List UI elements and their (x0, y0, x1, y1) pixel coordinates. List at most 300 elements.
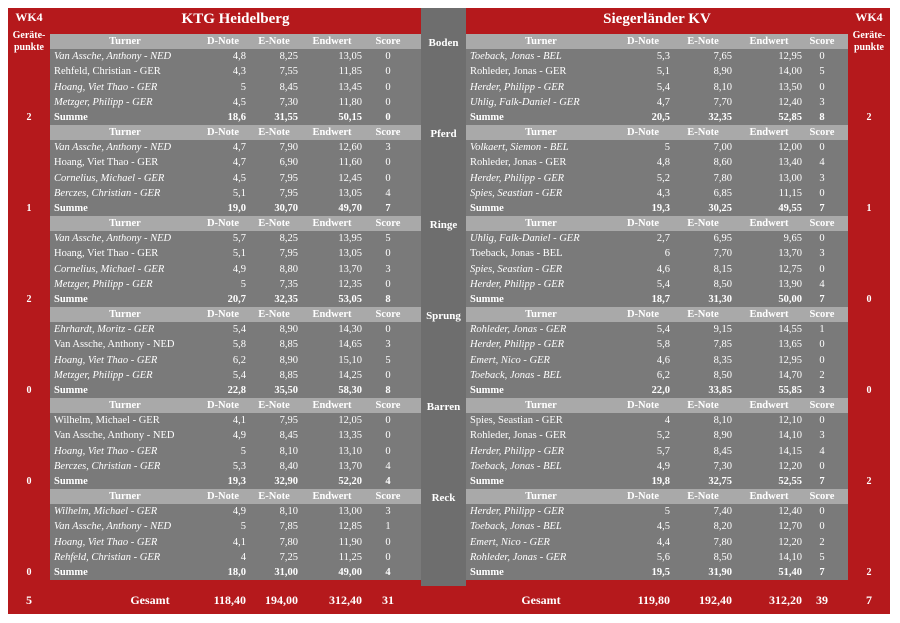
d-note: 6,2 (232, 354, 246, 366)
e-note: 6,90 (279, 157, 298, 169)
column-header: E-Note (258, 36, 290, 47)
e-note: 8,90 (279, 354, 298, 366)
gymnast-name: Rohleder, Jonas - GER (470, 66, 567, 78)
gymnast-name: Cornelius, Michael - GER (54, 263, 165, 275)
endwert: 15,10 (338, 354, 362, 366)
score: 5 (385, 354, 391, 366)
d-note: 4,7 (656, 96, 670, 108)
score: 0 (385, 157, 391, 169)
score: 0 (819, 506, 825, 518)
d-note: 4,5 (232, 172, 246, 184)
sum-row (50, 565, 421, 580)
sum-label: Summe (470, 294, 504, 305)
endwert: 13,00 (778, 172, 802, 184)
score: 0 (819, 263, 825, 275)
table-header-row (466, 34, 848, 49)
score: 1 (819, 324, 825, 336)
total-b-e: 192,40 (699, 593, 732, 607)
gymnast-name: Rehfeld, Christian - GER (54, 551, 161, 563)
table-header-row (50, 398, 421, 413)
score: 3 (819, 96, 825, 108)
sum-row (50, 110, 421, 125)
column-header: Score (809, 309, 835, 320)
score: 4 (819, 157, 825, 169)
total-label-b: Gesamt (521, 593, 561, 607)
score: 0 (819, 142, 825, 154)
gymnast-row (466, 246, 848, 261)
column-header: Score (375, 309, 401, 320)
e-note: 7,80 (713, 172, 732, 184)
e-note: 8,15 (713, 263, 732, 275)
gymnast-name: Metzger, Philipp - GER (54, 96, 153, 108)
column-header: D-Note (206, 400, 240, 411)
score: 3 (385, 142, 391, 154)
team-b-table (466, 125, 848, 216)
gymnast-row (50, 504, 421, 519)
column-header: Turner (525, 491, 557, 502)
sum-label: Summe (54, 476, 88, 487)
sum-d-note: 20,7 (227, 294, 246, 305)
endwert: 11,85 (338, 66, 362, 78)
gymnast-name: Hoang, Viet Thao - GER (54, 157, 159, 169)
endwert: 11,15 (778, 187, 802, 199)
column-header: E-Note (687, 127, 719, 138)
sum-endwert: 49,55 (778, 203, 802, 214)
gymnast-name: Uhlig, Falk-Daniel - GER (470, 233, 580, 245)
gymnast-name: Van Assche, Anthony - NED (54, 521, 172, 533)
endwert: 12,95 (778, 51, 802, 63)
d-note: 5,4 (656, 278, 670, 290)
endwert: 12,95 (778, 354, 802, 366)
column-header: E-Note (687, 218, 719, 229)
gymnast-row (466, 353, 848, 368)
gymnast-name: Berczes, Christian - GER (54, 460, 161, 472)
gymnast-name: Spies, Seastian - GER (470, 187, 563, 199)
sum-e-note: 30,70 (274, 203, 298, 214)
column-header: D-Note (626, 491, 660, 502)
sum-d-note: 19,8 (651, 476, 670, 487)
geraete-punkte-b: 1 (866, 203, 872, 214)
gymnast-row (466, 262, 848, 277)
score: 0 (819, 51, 825, 63)
e-note: 8,25 (279, 233, 298, 245)
gymnast-row (50, 155, 421, 170)
gymnast-row (466, 80, 848, 95)
column-header: Turner (525, 36, 557, 47)
e-note: 7,90 (279, 142, 298, 154)
sum-label: Summe (54, 385, 88, 396)
score: 3 (385, 339, 391, 351)
endwert: 12,00 (778, 142, 802, 154)
sum-endwert: 49,70 (338, 203, 362, 214)
geraete-punkte-a: 0 (26, 385, 32, 396)
d-note: 4,6 (656, 263, 670, 275)
apparatus-block (8, 307, 890, 398)
e-note: 6,95 (713, 233, 732, 245)
gymnast-row (466, 519, 848, 534)
total-a-end: 312,40 (329, 593, 362, 607)
gymnast-name: Van Assche, Anthony - NED (54, 51, 172, 63)
total-b-score: 39 (816, 593, 828, 607)
sum-d-note: 22,8 (227, 385, 246, 396)
score: 0 (385, 172, 391, 184)
total-points-a: 5 (26, 593, 32, 607)
e-note: 7,95 (279, 248, 298, 260)
sum-d-note: 18,6 (227, 112, 246, 123)
sum-score: 0 (385, 112, 391, 123)
endwert: 14,70 (778, 369, 802, 381)
gymnast-name: Metzger, Philipp - GER (54, 278, 153, 290)
e-note: 7,25 (279, 551, 298, 563)
d-note: 4,7 (232, 157, 246, 169)
sum-e-note: 31,55 (274, 112, 298, 123)
score: 4 (385, 460, 391, 472)
e-note: 6,85 (713, 187, 732, 199)
column-header: D-Note (626, 309, 660, 320)
gymnast-name: Rehfeld, Christian - GER (54, 66, 161, 78)
column-header: Turner (109, 127, 141, 138)
column-header: D-Note (206, 218, 240, 229)
team-b-table (466, 398, 848, 489)
d-note: 5 (664, 506, 670, 518)
endwert: 13,05 (338, 187, 362, 199)
score: 4 (385, 187, 391, 199)
sum-score: 7 (819, 567, 825, 578)
d-note: 4,1 (232, 415, 246, 427)
column-header: E-Note (687, 400, 719, 411)
gymnast-row (50, 444, 421, 459)
column-header: Score (375, 36, 401, 47)
d-note: 4,1 (232, 536, 246, 548)
column-header: E-Note (687, 491, 719, 502)
gymnast-row (50, 337, 421, 352)
score: 3 (819, 172, 825, 184)
column-header: Turner (525, 400, 557, 411)
gymnast-row (50, 368, 421, 383)
score: 0 (385, 66, 391, 78)
gymnast-name: Wilhelm, Michael - GER (54, 415, 160, 427)
sum-e-note: 30,25 (708, 203, 732, 214)
sum-d-note: 22,0 (651, 385, 670, 396)
table-header-row (50, 125, 421, 140)
column-header: D-Note (626, 218, 660, 229)
gymnast-name: Spies, Seastian - GER (470, 263, 563, 275)
d-note: 4,8 (232, 51, 246, 63)
gymnast-name: Berczes, Christian - GER (54, 187, 161, 199)
sum-d-note: 18,7 (651, 294, 670, 305)
gymnast-row (50, 413, 421, 428)
gymnast-name: Hoang, Viet Thao - GER (54, 354, 158, 366)
gymnast-row (466, 95, 848, 110)
gymnast-name: Herder, Philipp - GER (470, 81, 565, 93)
endwert: 12,35 (338, 278, 362, 290)
gymnast-row (50, 49, 421, 64)
d-note: 5,3 (656, 51, 670, 63)
geraete-punkte-b: 2 (866, 112, 872, 123)
score: 0 (385, 324, 391, 336)
gymnast-row (466, 231, 848, 246)
endwert: 11,90 (338, 536, 362, 548)
d-note: 5,1 (232, 187, 246, 199)
column-header: D-Note (206, 309, 240, 320)
apparatus-block (8, 489, 890, 580)
gymnast-row (466, 444, 848, 459)
column-header: Endwert (312, 309, 352, 320)
score: 0 (385, 445, 391, 457)
endwert: 13,70 (338, 263, 362, 275)
d-note: 4,4 (656, 536, 670, 548)
score: 0 (385, 278, 391, 290)
d-note: 5,4 (232, 324, 246, 336)
score: 0 (819, 415, 825, 427)
apparatus-label: Sprung (426, 310, 461, 322)
column-header: Endwert (749, 309, 789, 320)
endwert: 9,65 (783, 233, 802, 245)
e-note: 8,10 (279, 506, 298, 518)
score: 0 (385, 551, 391, 563)
score: 0 (385, 415, 391, 427)
sum-row (466, 110, 848, 125)
sum-endwert: 50,00 (778, 294, 802, 305)
d-note: 5,8 (232, 339, 246, 351)
gymnast-name: Hoang, Viet Thao - GER (54, 536, 158, 548)
gymnast-row (50, 428, 421, 443)
endwert: 14,10 (778, 551, 802, 563)
sum-row (466, 383, 848, 398)
sum-e-note: 31,30 (708, 294, 732, 305)
sum-row (50, 292, 421, 307)
gymnast-name: Uhlig, Falk-Daniel - GER (470, 96, 580, 108)
d-note: 4,9 (232, 506, 246, 518)
d-note: 5,7 (232, 233, 246, 245)
endwert: 13,65 (778, 339, 802, 351)
endwert: 13,35 (338, 430, 362, 442)
e-note: 7,40 (713, 506, 732, 518)
d-note: 5 (240, 445, 246, 457)
endwert: 12,05 (338, 415, 362, 427)
column-header: E-Note (258, 491, 290, 502)
gymnast-row (50, 262, 421, 277)
e-note: 7,95 (279, 172, 298, 184)
team-a-table (50, 398, 421, 489)
endwert: 13,10 (338, 445, 362, 457)
gymnast-row (466, 322, 848, 337)
d-note: 4,9 (232, 263, 246, 275)
column-header: D-Note (626, 400, 660, 411)
sum-endwert: 49,00 (338, 567, 362, 578)
gymnast-row (50, 459, 421, 474)
geraete-punkte-a: 1 (26, 203, 32, 214)
apparatus-label: Ringe (429, 219, 458, 231)
team-a-table (50, 125, 421, 216)
e-note: 8,90 (279, 324, 298, 336)
gymnast-row (466, 171, 848, 186)
sum-endwert: 52,85 (778, 112, 802, 123)
column-header: Endwert (312, 218, 352, 229)
gymnast-name: Hoang, Viet Thao - GER (54, 248, 159, 260)
sum-endwert: 58,30 (338, 385, 362, 396)
geraete-punkte-a: 2 (26, 294, 32, 305)
total-a-e: 194,00 (265, 593, 298, 607)
column-header: Score (809, 36, 835, 47)
gymnast-name: Herder, Philipp - GER (470, 278, 565, 290)
score: 0 (819, 233, 825, 245)
sum-e-note: 32,35 (274, 294, 298, 305)
d-note: 6,2 (656, 369, 670, 381)
column-header: Endwert (749, 491, 789, 502)
sum-d-note: 20,5 (651, 112, 670, 123)
gymnast-row (50, 231, 421, 246)
d-note: 4,8 (656, 157, 670, 169)
gymnast-name: Van Assche, Anthony - NED (54, 233, 172, 245)
apparatus-block (8, 216, 890, 307)
e-note: 8,45 (713, 445, 732, 457)
sum-score: 7 (385, 203, 391, 214)
team-a-table (50, 216, 421, 307)
endwert: 13,70 (338, 460, 362, 472)
sum-score: 7 (819, 294, 825, 305)
team-b-table (466, 216, 848, 307)
gymnast-row (466, 277, 848, 292)
sum-d-note: 19,3 (227, 476, 246, 487)
e-note: 8,10 (713, 81, 732, 93)
table-header-row (50, 216, 421, 231)
endwert: 11,60 (338, 157, 362, 169)
d-note: 5 (240, 278, 246, 290)
column-header: Endwert (312, 400, 352, 411)
gymnast-row (50, 519, 421, 534)
e-note: 7,35 (279, 278, 298, 290)
sum-row (466, 565, 848, 580)
e-note: 7,85 (713, 339, 732, 351)
d-note: 2,7 (656, 233, 670, 245)
sum-endwert: 53,05 (338, 294, 362, 305)
d-note: 4 (664, 415, 670, 427)
e-note: 7,80 (279, 536, 298, 548)
column-header: Endwert (312, 36, 352, 47)
score: 3 (819, 248, 825, 260)
score: 0 (819, 521, 825, 533)
table-header-row (50, 307, 421, 322)
total-row (8, 586, 890, 614)
e-note: 8,50 (713, 551, 732, 563)
gymnast-row (50, 186, 421, 201)
d-note: 5,3 (232, 460, 246, 472)
gymnast-row (50, 535, 421, 550)
e-note: 8,40 (279, 460, 298, 472)
gymnast-name: Emert, Nico - GER (470, 536, 550, 548)
sum-endwert: 55,85 (778, 385, 802, 396)
table-header-row (50, 489, 421, 504)
column-header: Turner (109, 491, 141, 502)
total-points-b: 7 (866, 593, 872, 607)
scoreboard (8, 8, 890, 614)
score: 2 (819, 536, 825, 548)
e-note: 8,90 (713, 430, 732, 442)
e-note: 8,45 (279, 430, 298, 442)
column-header: D-Note (206, 127, 240, 138)
gymnast-row (466, 368, 848, 383)
sum-label: Summe (470, 203, 504, 214)
d-note: 5,1 (232, 248, 246, 260)
d-note: 4,9 (656, 460, 670, 472)
table-header-row (466, 307, 848, 322)
sum-label: Summe (470, 476, 504, 487)
e-note: 8,85 (279, 369, 298, 381)
apparatus-block (8, 398, 890, 489)
gymnast-name: Wilhelm, Michael - GER (54, 506, 158, 518)
geraete-punkte-a: 0 (26, 567, 32, 578)
d-note: 4 (240, 551, 246, 563)
team-b-title: Siegerländer KV (603, 11, 711, 27)
endwert: 12,75 (778, 263, 802, 275)
gymnast-name: Ehrhardt, Moritz - GER (54, 324, 155, 336)
gymnast-name: Herder, Philipp - GER (470, 172, 565, 184)
gymnast-row (50, 95, 421, 110)
e-note: 7,30 (713, 460, 732, 472)
sum-label: Summe (54, 294, 88, 305)
score: 4 (819, 278, 825, 290)
gymnast-row (50, 64, 421, 79)
sum-endwert: 52,20 (338, 476, 362, 487)
gymnast-name: Rohleder, Jonas - GER (470, 551, 567, 563)
gymnast-name: Herder, Philipp - GER (470, 445, 565, 457)
d-note: 5 (240, 81, 246, 93)
team-a-table (50, 34, 421, 125)
geraete-punkte-a: 2 (26, 112, 32, 123)
e-note: 7,55 (279, 66, 298, 78)
gymnast-name: Cornelius, Michael - GER (54, 172, 165, 184)
gymnast-name: Herder, Philipp - GER (470, 339, 565, 351)
d-note: 4,3 (232, 66, 246, 78)
score: 1 (385, 521, 391, 533)
gymnast-name: Van Assche, Anthony - NED (54, 339, 175, 351)
endwert: 13,70 (778, 248, 802, 260)
sum-d-note: 19,5 (651, 567, 670, 578)
score: 0 (819, 81, 825, 93)
d-note: 5,2 (656, 430, 670, 442)
column-header: E-Note (687, 309, 719, 320)
d-note: 4,6 (656, 354, 670, 366)
d-note: 4,9 (232, 430, 246, 442)
e-note: 7,80 (713, 536, 732, 548)
d-note: 5,1 (656, 66, 670, 78)
e-note: 8,20 (713, 521, 732, 533)
table-header-row (466, 398, 848, 413)
d-note: 5,7 (656, 445, 670, 457)
d-note: 5,8 (656, 339, 670, 351)
column-header: Turner (109, 36, 141, 47)
gymnast-row (466, 140, 848, 155)
d-note: 4,5 (232, 96, 246, 108)
endwert: 12,10 (778, 415, 802, 427)
team-b-table (466, 489, 848, 580)
e-note: 7,95 (279, 187, 298, 199)
team-b-table (466, 307, 848, 398)
sum-row (50, 474, 421, 489)
score: 3 (385, 506, 391, 518)
e-note: 8,45 (279, 81, 298, 93)
column-header: Score (809, 127, 835, 138)
table-header-row (466, 489, 848, 504)
apparatus-label: Barren (426, 401, 461, 413)
score: 0 (385, 430, 391, 442)
e-note: 7,00 (713, 142, 732, 154)
endwert: 13,90 (778, 278, 802, 290)
score: 0 (819, 354, 825, 366)
sum-row (466, 474, 848, 489)
gymnast-row (466, 504, 848, 519)
